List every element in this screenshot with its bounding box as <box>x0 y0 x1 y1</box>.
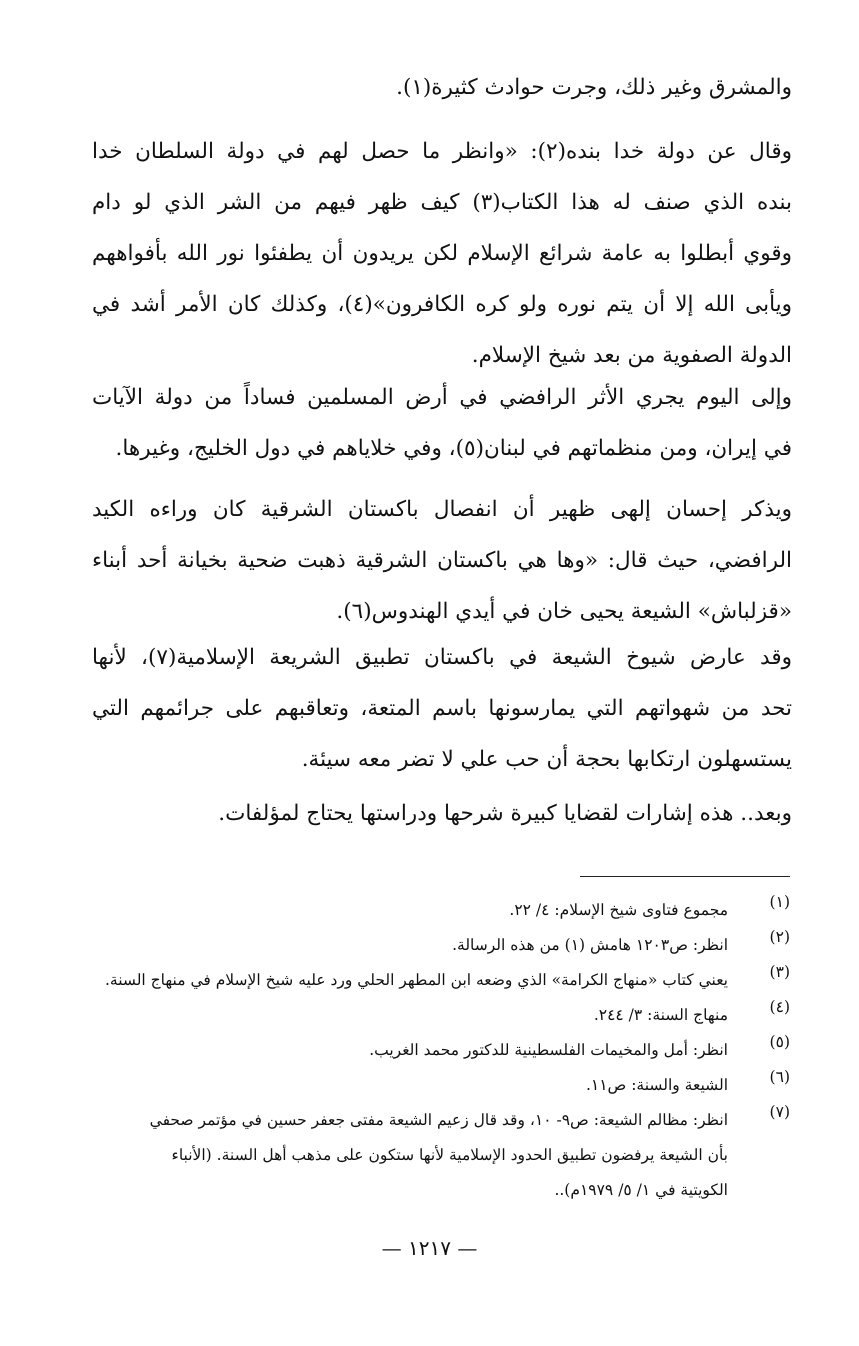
paragraph <box>92 632 792 785</box>
footnote-text: انظر: ص١٢٠٣ هامش (١) من هذه الرسالة. <box>452 936 728 954</box>
footnote-number: (٢) <box>769 928 790 946</box>
text-line: وبعد.. هذه إشارات لقضايا كبيرة شرحها ودراستها يحتاج لمؤلفات. <box>218 801 792 826</box>
footnote-number: (٧) <box>769 1103 790 1121</box>
footnote-text: مجموع فتاوى شيخ الإسلام: ٤/ ٢٢. <box>509 901 728 919</box>
text-line: في إيران، ومن منظماتهم في لبنان(٥)، وفي خلاياهم في دول الخليج، وغيرها. <box>115 436 792 461</box>
paragraph <box>92 788 792 839</box>
text-line: الرافضي، حيث قال: «وها هي باكستان الشرقية ذهبت ضحية بخيانة أحد أبناء <box>92 548 792 573</box>
text-line: بنده الذي صنف له هذا الكتاب(٣) كيف ظهر فيهم من الشر الذي لو دام <box>92 190 792 215</box>
text-line: وقوي أبطلوا به عامة شرائع الإسلام لكن يريدون أن يطفئوا نور الله بأفواههم <box>92 241 792 266</box>
footnote-text: بأن الشيعة يرفضون تطبيق الحدود الإسلامية لأنها ستكون على مذهب أهل السنة. (الأنباء <box>171 1146 728 1164</box>
footnote-text: انظر: مظالم الشيعة: ص٩- ١٠، وقد قال زعيم الشيعة مفتى جعفر حسين في مؤتمر صحفي <box>149 1111 728 1129</box>
footnote <box>92 1103 792 1208</box>
footnote-text: منهاج السنة: ٣/ ٢٤٤. <box>593 1006 728 1024</box>
footnote-text: الكويتية في ١/ ٥/ ١٩٧٩م).. <box>554 1181 728 1199</box>
footnote-text: الشيعة والسنة: ص١١. <box>585 1076 728 1094</box>
footnote-number: (٦) <box>769 1068 790 1086</box>
footnote-number: (٣) <box>769 963 790 981</box>
text-line: وقد عارض شيوخ الشيعة في باكستان تطبيق الشريعة الإسلامية(٧)، لأنها <box>92 645 792 670</box>
footnote-text: يعني كتاب «منهاج الكرامة» الذي وضعه ابن المطهر الحلي ورد عليه شيخ الإسلام في منهاج السنة. <box>104 971 728 989</box>
text-line: ويأبى الله إلا أن يتم نوره ولو كره الكافرون»(٤)، وكذلك كان الأمر أشد في <box>92 292 792 317</box>
footnote <box>92 998 792 1033</box>
paragraph <box>92 484 792 637</box>
text-line: يستسهلون ارتكابها بحجة أن حب علي لا تضر معه سيئة. <box>301 747 792 772</box>
footnote <box>92 928 792 963</box>
text-line: تحد من شهواتهم التي يمارسونها باسم المتعة، وتعاقبهم على جرائمهم التي <box>92 696 792 721</box>
footnote-number: (١) <box>769 893 790 911</box>
text-line: وقال عن دولة خدا بنده(٢): «وانظر ما حصل لهم في دولة السلطان خدا <box>92 139 792 164</box>
footnotes <box>92 893 792 1208</box>
footnote <box>92 963 792 998</box>
footnote <box>92 1068 792 1103</box>
text-line: وإلى اليوم يجري الأثر الرافضي في أرض المسلمين فساداً من دولة الآيات <box>92 385 792 410</box>
footnote-number: (٤) <box>769 998 790 1016</box>
footnote <box>92 893 792 928</box>
footnote-text: انظر: أمل والمخيمات الفلسطينية للدكتور محمد الغريب. <box>369 1041 728 1059</box>
text-line: الدولة الصفوية من بعد شيخ الإسلام. <box>471 343 792 368</box>
footnote-separator <box>580 876 790 877</box>
paragraph <box>92 372 792 474</box>
text-line: والمشرق وغير ذلك، وجرت حوادث كثيرة(١). <box>396 75 792 100</box>
text-line: «قزلباش» الشيعة يحيى خان في أيدي الهندوس(٦). <box>336 599 792 624</box>
paragraph <box>92 126 792 381</box>
text-line: ويذكر إحسان إلهى ظهير أن انفصال باكستان الشرقية كان وراءه الكيد <box>92 497 792 522</box>
footnote-number: (٥) <box>769 1033 790 1051</box>
main-text <box>92 62 792 113</box>
page-number: — ١٢١٧ — <box>381 1236 478 1260</box>
footnote <box>92 1033 792 1068</box>
